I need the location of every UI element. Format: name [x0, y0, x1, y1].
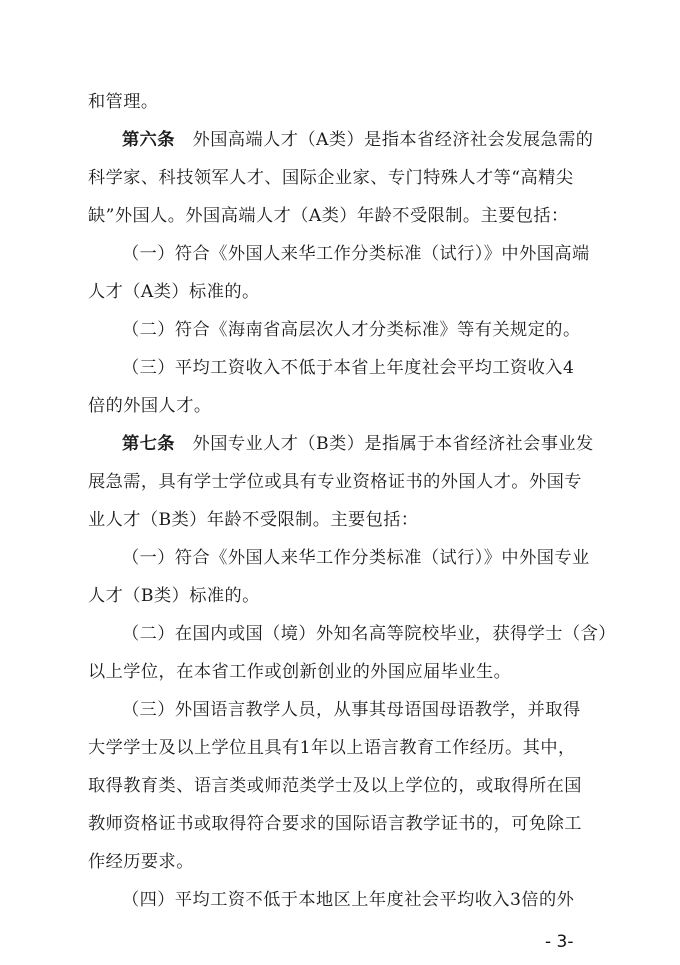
body-line: （一）符合《外国人来华工作分类标准（试行）》中外国高端 — [122, 244, 590, 264]
article-7-first-line: 第七条 外国专业人才（B类）是指属于本省经济社会事业发 — [122, 434, 594, 454]
body-line: （三）平均工资收入不低于本省上年度社会平均工资收入4 — [122, 358, 575, 378]
body-line: 作经历要求。 — [88, 852, 194, 872]
body-line: 人才（B类）标准的。 — [88, 586, 260, 606]
body-line: 倍的外国人才。 — [88, 396, 212, 416]
body-line: 人才（A类）标准的。 — [88, 282, 260, 302]
page-number: - 3- — [545, 932, 574, 952]
body-line: 取得教育类、语言类或师范类学士及以上学位的，或取得所在国 — [88, 776, 582, 796]
article-7-heading: 第七条 — [122, 434, 175, 454]
body-line: （三）外国语言教学人员，从事其母语国母语教学，并取得 — [122, 700, 581, 720]
body-line: （四）平均工资不低于本地区上年度社会平均收入3倍的外 — [122, 890, 575, 910]
body-line: 业人才（B类）年龄不受限制。主要包括： — [88, 510, 419, 530]
body-line: 以上学位，在本省工作或创新创业的外国应届毕业生。 — [88, 662, 512, 682]
body-line: 展急需，具有学士学位或具有专业资格证书的外国人才。外国专 — [88, 472, 582, 492]
article-6-heading: 第六条 — [122, 130, 175, 150]
body-line: 科学家、科技领军人才、国际企业家、专门特殊人才等“高精尖 — [88, 168, 574, 188]
article-6-first-line: 第六条 外国高端人才（A类）是指本省经济社会发展急需的 — [122, 130, 594, 150]
body-line: 和管理。 — [88, 92, 159, 112]
body-line: （二）在国内或国（境）外知名高等院校毕业，获得学士（含） — [122, 624, 616, 644]
body-line: （二）符合《海南省高层次人才分类标准》等有关规定的。 — [122, 320, 581, 340]
body-line: 大学学士及以上学位且具有1年以上语言教育工作经历。其中， — [88, 738, 576, 758]
body-line: （一）符合《外国人来华工作分类标准（试行）》中外国专业 — [122, 548, 590, 568]
body-line: 缺”外国人。外国高端人才（A类）年龄不受限制。主要包括： — [88, 206, 569, 226]
body-line: 教师资格证书或取得符合要求的国际语言教学证书的，可免除工 — [88, 814, 582, 834]
